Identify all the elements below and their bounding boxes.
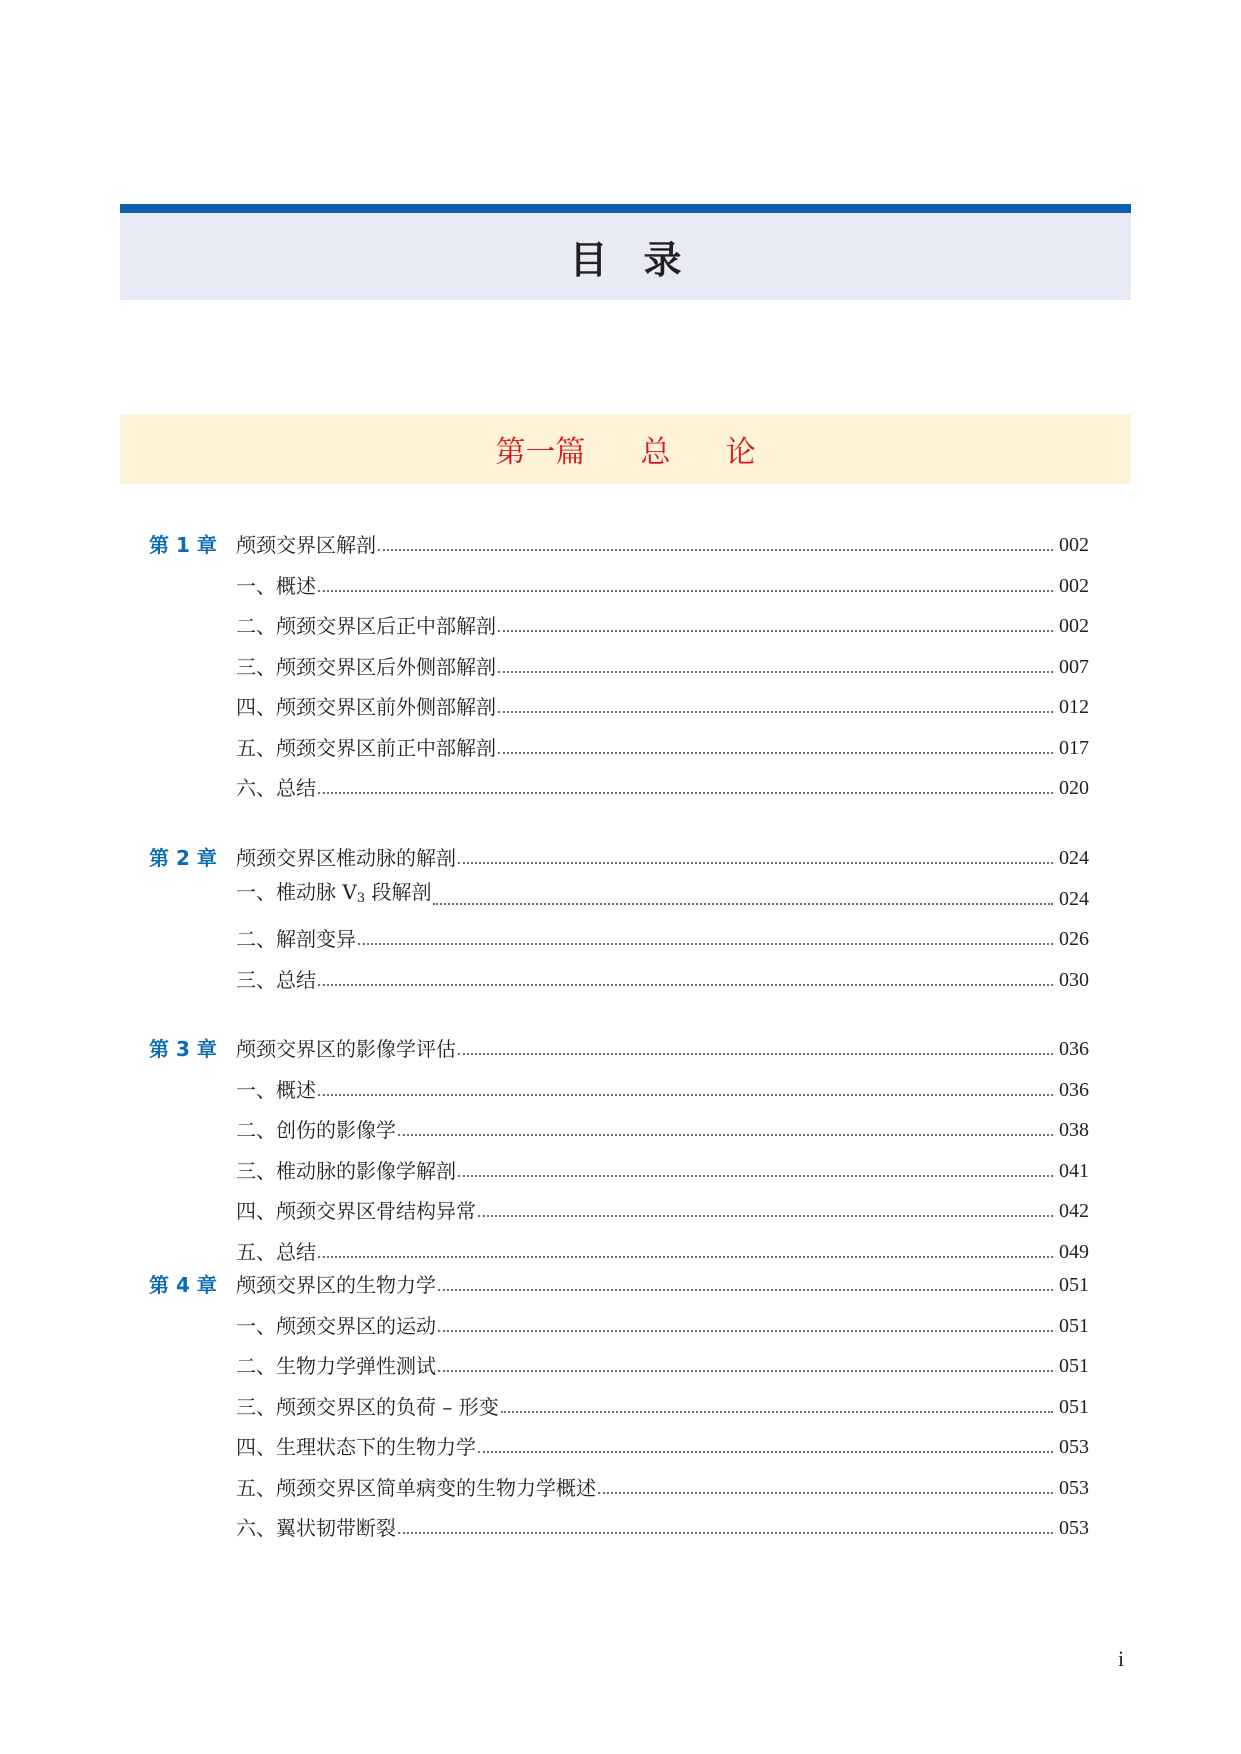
dot-leader: [458, 1175, 1053, 1177]
dot-leader: [438, 1330, 1053, 1332]
toc-section-row[interactable]: [236, 760, 1089, 801]
chapter-title: 颅颈交界区椎动脉的解剖: [236, 846, 456, 870]
dot-leader: [318, 792, 1053, 794]
section-title: 四、颅颈交界区骨结构异常: [236, 1199, 476, 1223]
toc-header-banner: [120, 204, 1131, 300]
dot-leader: [498, 752, 1053, 754]
dot-leader: [438, 1289, 1053, 1291]
toc-section-row[interactable]: [236, 911, 1089, 952]
toc-section-row[interactable]: [236, 1062, 1089, 1103]
section-title: 三、椎动脉的影像学解剖: [236, 1158, 456, 1183]
section-title: 三、总结: [236, 967, 316, 992]
page-number: 002: [1059, 615, 1089, 637]
toc-chapter-row[interactable]: [149, 830, 1089, 871]
toc-section-row[interactable]: [236, 871, 1089, 912]
toc-section-row[interactable]: [236, 952, 1089, 993]
dot-leader: [501, 1411, 1053, 1413]
dot-leader: [318, 984, 1053, 986]
toc-chapter-row[interactable]: [149, 1257, 1089, 1298]
dot-leader: [398, 1532, 1053, 1534]
dot-leader: [598, 1492, 1053, 1494]
toc-section-row[interactable]: [236, 639, 1089, 680]
dot-leader: [458, 862, 1053, 864]
dot-leader: [458, 1053, 1053, 1055]
section-title: 五、颅颈交界区前正中部解剖: [236, 735, 496, 760]
section-title: 一、概述: [236, 573, 316, 598]
section-title: 二、解剖变异: [236, 927, 356, 951]
toc-section-row[interactable]: [236, 1500, 1089, 1541]
dot-leader: [378, 549, 1053, 551]
section-title: 一、颅颈交界区的运动: [236, 1313, 436, 1338]
chapter-number: 第 2 章: [149, 846, 217, 870]
dot-leader: [478, 1215, 1053, 1217]
chapter-number: 第 1 章: [149, 533, 217, 557]
toc-section-row[interactable]: [236, 1379, 1089, 1420]
page-number: 053: [1059, 1517, 1089, 1539]
page-number: 051: [1059, 1395, 1089, 1418]
page-number: 049: [1059, 1240, 1089, 1263]
section-title: 二、生物力学弹性测试: [236, 1354, 436, 1378]
page-number: 024: [1059, 887, 1089, 910]
page-number: 024: [1059, 847, 1089, 869]
toc-section-row[interactable]: [236, 679, 1089, 720]
page-number: 020: [1059, 777, 1089, 799]
toc-section-row[interactable]: [236, 598, 1089, 639]
section-title: 三、颅颈交界区后外侧部解剖: [236, 654, 496, 679]
page-number: 002: [1059, 574, 1089, 597]
chapter-title: 颅颈交界区的影像学评估: [236, 1037, 456, 1061]
section-title: 二、创伤的影像学: [236, 1118, 396, 1142]
section-title: 三、颅颈交界区的负荷 – 形变: [236, 1394, 499, 1419]
section-title: 六、翼状韧带断裂: [236, 1516, 396, 1540]
page-number: 051: [1059, 1314, 1089, 1337]
page-number: 038: [1059, 1119, 1089, 1141]
toc-chapter-row[interactable]: [149, 517, 1089, 558]
page-number: 053: [1059, 1436, 1089, 1458]
dot-leader: [318, 1094, 1053, 1096]
toc-section-row[interactable]: [236, 558, 1089, 599]
chapter-title: 颅颈交界区解剖: [236, 533, 376, 557]
chapter-number: 第 4 章: [149, 1273, 217, 1297]
page-number: 041: [1059, 1159, 1089, 1182]
dot-leader: [358, 943, 1053, 945]
page-title: 目录: [569, 238, 718, 282]
toc-section-row[interactable]: [236, 1338, 1089, 1379]
page-number: 030: [1059, 968, 1089, 991]
page-number: 036: [1059, 1078, 1089, 1101]
toc-section-row[interactable]: [236, 1183, 1089, 1224]
toc-section-row[interactable]: [236, 1419, 1089, 1460]
section-title: 五、总结: [236, 1239, 316, 1264]
chapter-title: 颅颈交界区的生物力学: [236, 1273, 436, 1297]
dot-leader: [433, 903, 1053, 905]
toc-section-row[interactable]: [236, 1143, 1089, 1184]
chapter-number: 第 3 章: [149, 1037, 217, 1061]
page-number: 012: [1059, 696, 1089, 718]
toc-section-row[interactable]: [236, 1298, 1089, 1339]
section-title: 六、总结: [236, 776, 316, 800]
part-title: 第一篇 总 论: [495, 435, 756, 470]
page-folio: i: [1118, 1646, 1125, 1671]
dot-leader: [438, 1370, 1053, 1372]
dot-leader: [398, 1134, 1053, 1136]
toc-section-row[interactable]: [236, 1102, 1089, 1143]
section-title: 二、颅颈交界区后正中部解剖: [236, 614, 496, 638]
page-number: 053: [1059, 1476, 1089, 1499]
page-number: 036: [1059, 1038, 1089, 1060]
section-title: 一、椎动脉 $V_3$ 段解剖: [236, 879, 432, 906]
toc-chapter-row[interactable]: [149, 1021, 1089, 1062]
dot-leader: [318, 590, 1053, 592]
toc-section-row[interactable]: [236, 720, 1089, 761]
page-number: 026: [1059, 928, 1089, 950]
part-header-banner: [120, 414, 1131, 484]
toc-section-row[interactable]: [236, 1460, 1089, 1501]
page-number: 007: [1059, 655, 1089, 678]
section-title: 四、生理状态下的生物力学: [236, 1435, 476, 1459]
dot-leader: [498, 630, 1053, 632]
dot-leader: [498, 671, 1053, 673]
section-title: 四、颅颈交界区前外侧部解剖: [236, 695, 496, 719]
dot-leader: [498, 711, 1053, 713]
page-number: 051: [1059, 1355, 1089, 1377]
section-title: 五、颅颈交界区简单病变的生物力学概述: [236, 1475, 596, 1500]
dot-leader: [478, 1451, 1053, 1453]
page-number: 002: [1059, 534, 1089, 556]
section-title: 一、概述: [236, 1077, 316, 1102]
page-number: 042: [1059, 1200, 1089, 1222]
subscript: 3: [356, 890, 366, 906]
page-number: 017: [1059, 736, 1089, 759]
page-number: 051: [1059, 1274, 1089, 1296]
